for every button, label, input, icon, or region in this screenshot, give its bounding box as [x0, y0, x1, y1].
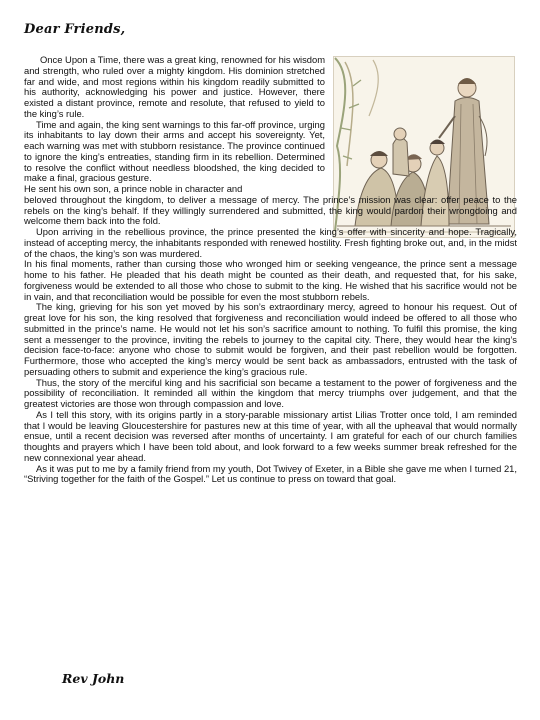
letter-body — [24, 55, 517, 485]
paragraph-6: The king, grieving for his son yet moved by his son’s extraordinary mercy, agreed to honour his request. Out of great love for his son, the king resolved that forgiveness and reconciliation would indeed be offered to all those who submitted in the prince’s name. He would not let his son’s sacrifice amount to nothing. To fulfil this promise, the king sent a messenger to the province, inviting the rebels to journey to the capital city. There, they would hear the king’s decision face-to-face: anyone who chose to submit would be forgiven, and their past rebellion would be forgotten. Furthermore, those who accepted the king’s mercy would be sent back as ambassadors, entrusted with the task of persuading others to submit and experience the king’s gracious rule. — [24, 301, 517, 377]
paragraph-2: Time and again, the king sent warnings to this far-off province, urging its inhabitants to lay down their arms and accept his sovereignty. Yet, each warning was met with stubborn resistance. The province continued to ignore the king’s entreaties, standing firm in its rebellion. Determined to resolve the conflict without needless bloodshed, the king decided to make a final, gracious gesture. — [24, 118, 325, 184]
paragraph-9: As it was put to me by a family friend from my youth, Dot Twivey of Exeter, in a Bible she gave me when I turned 21, “Striving together for the faith of the Gospel.” Let us continue to press on toward that goal. — [24, 462, 517, 485]
paragraph-7: Thus, the story of the merciful king and his sacrificial son became a testament to the power of forgiveness and the possibility of reconciliation. It reminded all within the kingdom that mercy triumphs over judgement, and that the greatest victories are those won through compassion and love. — [24, 376, 517, 409]
paragraph-8: As I tell this story, with its origins partly in a story-parable missionary artist Lilias Trotter once told, I am reminded that I would be leaving Gloucestershire for pastures new at this time of year, with all the upheaval that would normally ensue, until a recent decision was reversed after months of uncertainty. I am grateful for each of our church families thoughts and prayers which I have been told about, and look forward to a few weeks summer break refreshed for the new connexional year ahead. — [24, 408, 517, 463]
paragraph-3-continued: beloved throughout the kingdom, to deliver a message of mercy. The prince’s mission was clear: offer peace to the rebels on the king’s behalf. If they willingly surrendered and submitted, the king would pardon their wrongdoing and welcome them back into the fold. — [24, 193, 517, 227]
salutation: Dear Friends, — [24, 22, 126, 37]
signature: Rev John — [62, 671, 125, 686]
paragraph-5: In his final moments, rather than cursing those who wronged him or seeking vengeance, the prince sent a message home to his father. He pleaded that his death might be counted as their death, and requested that, for his sake, forgiveness would be extended to all those who chose to submit to the king. He wished that his sacrifice would not be in vain, and that reconciliation would be possible for even the most stubborn rebels. — [24, 258, 517, 302]
paragraph-4: Upon arriving in the rebellious province, the prince presented the king’s offer with sincerity and hope. Tragically, instead of accepting mercy, the inhabitants responded with renewed hostility. Fresh fighting broke out, and, in the midst of the chaos, the king’s son was murdered. — [24, 226, 517, 259]
paragraph-3-start: He sent his own son, a prince noble in character and — [24, 183, 243, 194]
paragraph-1: Once Upon a Time, there was a great king, renowned for his wisdom and strength, who ruled over a mighty kingdom. His dominion stretched far and wide, and most regions within his kingdom readily submitted to his authority, acknowledging his power and justice. However, there existed a distant province, remote and resolute, that refused to yield to the king’s rule. — [24, 54, 325, 119]
